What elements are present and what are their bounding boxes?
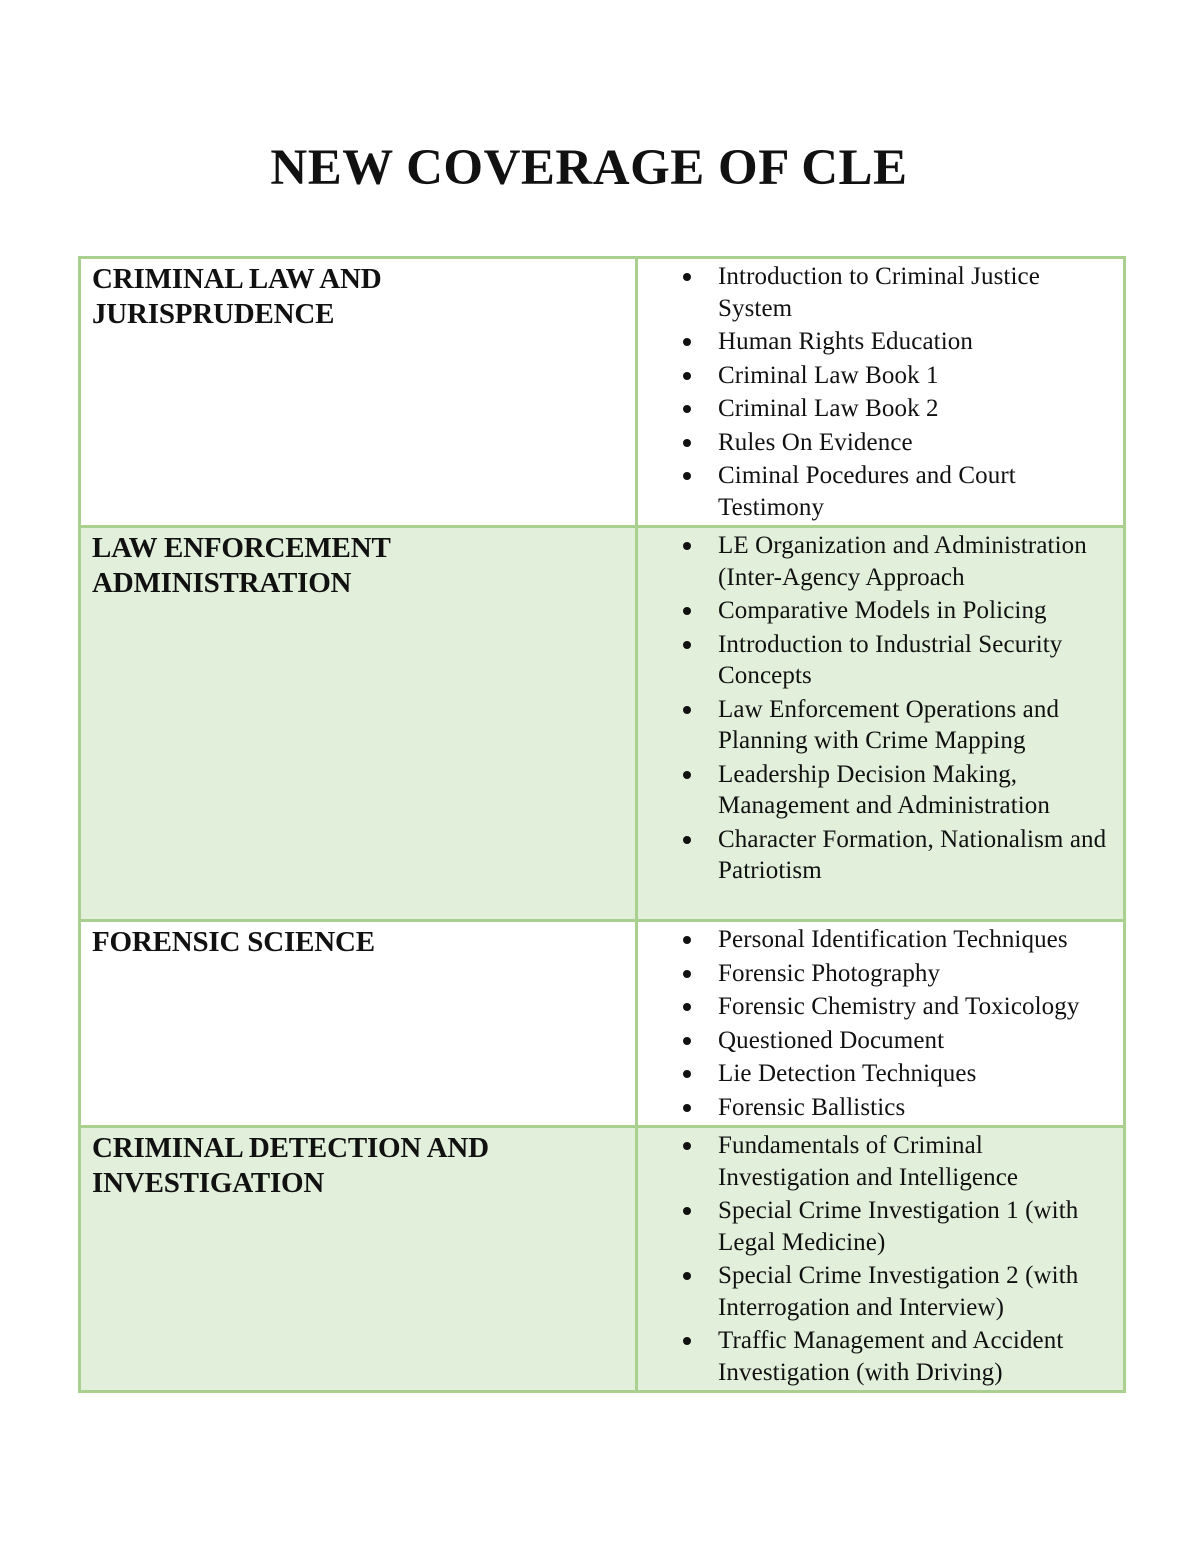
topic-text: LE Organization and Administration (Inter-Agency Approach — [718, 532, 1087, 591]
topic-text: Questioned Document — [718, 1026, 945, 1054]
subject-cell — [80, 258, 637, 527]
table-row — [80, 1127, 1125, 1392]
bullet-icon — [683, 1003, 691, 1011]
subject-cell — [80, 921, 637, 1127]
bullet-icon — [683, 641, 691, 649]
list-item — [638, 530, 1115, 593]
list-item — [638, 991, 1115, 1023]
list-item — [638, 824, 1115, 887]
bullet-icon — [683, 338, 691, 346]
list-item — [638, 958, 1115, 990]
subject-title: CRIMINAL DETECTION AND INVESTIGATION — [92, 1132, 489, 1199]
topics-cell — [637, 921, 1125, 1127]
bullet-icon — [683, 936, 691, 944]
topic-text: Ciminal Pocedures and Court Testimony — [718, 462, 1016, 521]
list-item — [638, 326, 1115, 358]
bullet-icon — [683, 771, 691, 779]
topic-text: Human Rights Education — [718, 328, 973, 355]
topic-text: Criminal Law Book 2 — [718, 395, 939, 422]
coverage-table — [78, 256, 1126, 1393]
topic-text: Leadership Decision Making, Management and Administration — [718, 760, 1051, 819]
bullet-icon — [683, 1037, 691, 1045]
list-item — [638, 924, 1115, 956]
subject-cell — [80, 527, 637, 921]
bullet-icon — [683, 1104, 691, 1112]
topic-list — [638, 528, 1123, 887]
bullet-icon — [683, 607, 691, 615]
list-item — [638, 1025, 1115, 1057]
bullet-icon — [683, 1070, 691, 1078]
topic-text: Fundamentals of Criminal Investigation and Intelligence — [718, 1132, 1019, 1191]
topics-cell — [637, 258, 1125, 527]
bullet-icon — [683, 970, 691, 978]
topic-text: Forensic Chemistry and Toxicology — [718, 993, 1080, 1020]
subject-title: FORENSIC SCIENCE — [92, 926, 375, 958]
bullet-icon — [683, 1337, 691, 1345]
list-item — [638, 360, 1115, 392]
topic-text: Introduction to Industrial Security Concepts — [718, 630, 1063, 689]
list-item — [638, 460, 1115, 523]
bullet-icon — [683, 405, 691, 413]
list-item — [638, 595, 1115, 627]
topic-text: Personal Identification Techniques — [718, 926, 1068, 953]
topic-text: Law Enforcement Operations and Planning with Crime Mapping — [718, 695, 1060, 754]
topic-text: Comparative Models in Policing — [718, 597, 1047, 624]
bullet-icon — [683, 542, 691, 550]
topic-text: Forensic Ballistics — [718, 1093, 906, 1121]
list-item — [638, 1260, 1115, 1323]
topic-list — [638, 922, 1123, 1123]
list-item — [638, 427, 1115, 459]
topic-text: Character Formation, Nationalism and Patriotism — [718, 825, 1107, 884]
topic-text: Lie Detection Techniques — [718, 1060, 977, 1087]
topic-text: Traffic Management and Accident Investigation (with Driving) — [718, 1327, 1064, 1386]
topics-cell — [637, 527, 1125, 921]
table-row — [80, 258, 1125, 527]
topic-text: Rules On Evidence — [718, 428, 913, 456]
subject-title: LAW ENFORCEMENT ADMINISTRATION — [92, 532, 391, 599]
list-item — [638, 1195, 1115, 1258]
topic-text: Criminal Law Book 1 — [718, 361, 939, 389]
subject-cell — [80, 1127, 637, 1392]
page-title: NEW COVERAGE OF CLE — [270, 140, 908, 196]
bullet-icon — [683, 472, 691, 480]
bullet-icon — [683, 1142, 691, 1150]
list-item — [638, 393, 1115, 425]
topic-text: Forensic Photography — [718, 959, 941, 987]
bullet-icon — [683, 1207, 691, 1215]
bullet-icon — [683, 439, 691, 447]
topic-list — [638, 1128, 1123, 1388]
list-item — [638, 1130, 1115, 1193]
list-item — [638, 1058, 1115, 1090]
list-item — [638, 759, 1115, 822]
topics-cell — [637, 1127, 1125, 1392]
table-row — [80, 921, 1125, 1127]
topic-text: Special Crime Investigation 2 (with Interrogation and Interview) — [718, 1262, 1079, 1321]
bullet-icon — [683, 836, 691, 844]
topic-text: Special Crime Investigation 1 (with Legal Medicine) — [718, 1197, 1079, 1256]
list-item — [638, 1092, 1115, 1124]
list-item — [638, 629, 1115, 692]
list-item — [638, 261, 1115, 324]
bullet-icon — [683, 706, 691, 714]
bullet-icon — [683, 1272, 691, 1280]
bullet-icon — [683, 273, 691, 281]
table-row — [80, 527, 1125, 921]
subject-title: CRIMINAL LAW AND JURISPRUDENCE — [92, 263, 382, 330]
list-item — [638, 694, 1115, 757]
topic-text: Introduction to Criminal Justice System — [718, 263, 1040, 322]
topic-list — [638, 259, 1123, 523]
bullet-icon — [683, 372, 691, 380]
list-item — [638, 1325, 1115, 1388]
